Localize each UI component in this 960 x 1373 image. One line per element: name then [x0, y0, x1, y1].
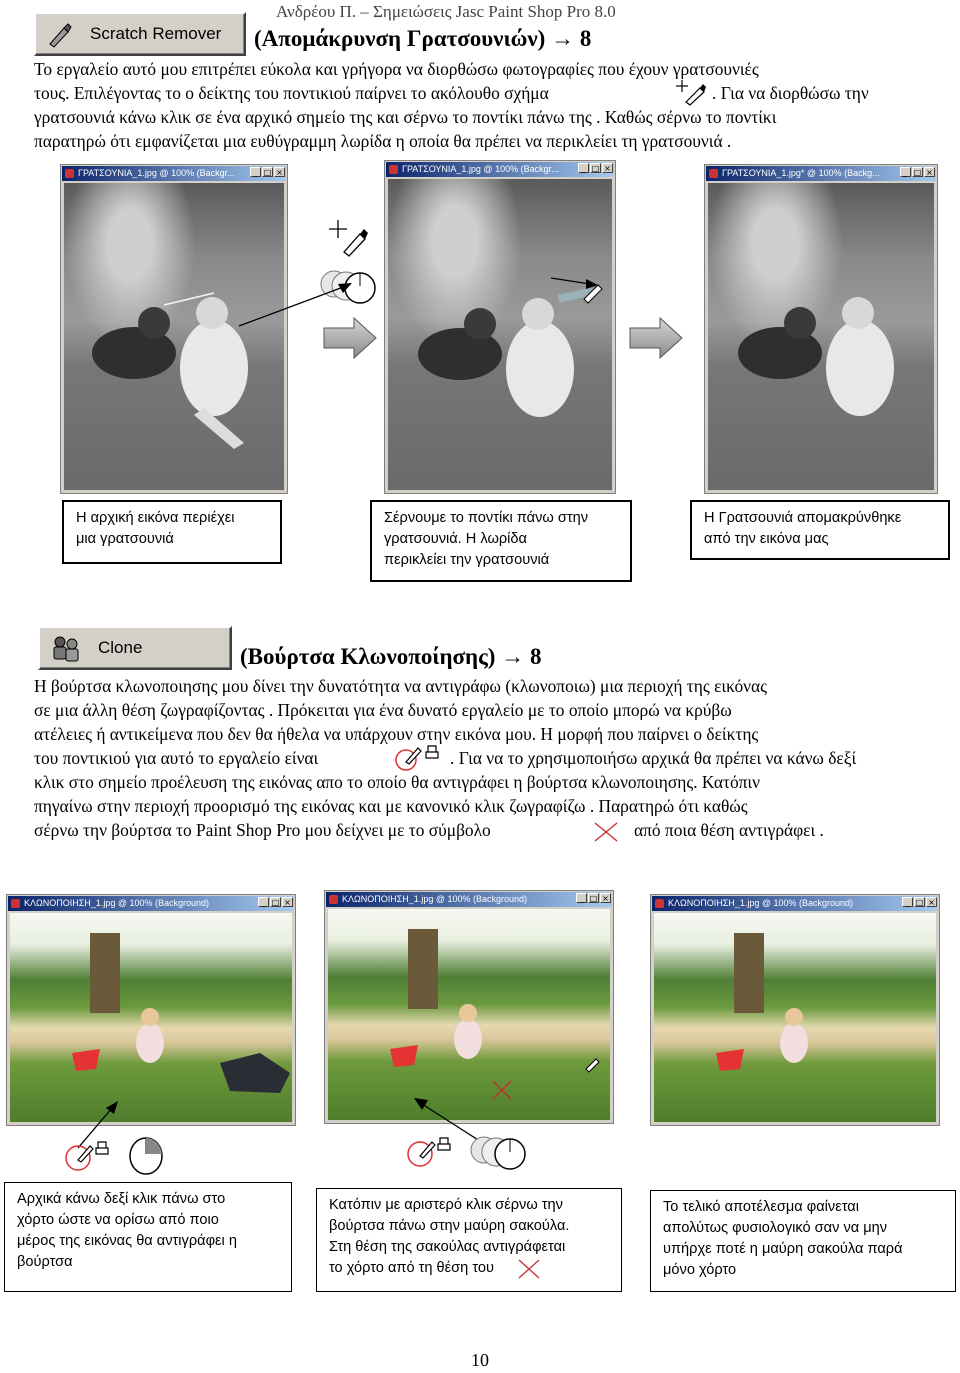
minimize-icon[interactable]: _ [576, 893, 587, 903]
app-icon [11, 899, 20, 908]
caption-line: Η Γρατσουνιά απομακρύνθηκε [704, 510, 902, 526]
caption-line: υπήρχε ποτέ η μαύρη σακούλα παρά [663, 1241, 903, 1257]
photo-girl-dog [388, 179, 612, 490]
maximize-icon[interactable]: □ [271, 898, 280, 907]
caption-line: το χόρτο από τη θέση του [329, 1260, 495, 1276]
step-arrow-icon [628, 316, 684, 360]
page-header: Ανδρέου Π. – Σημειώσεις Jasc Paint Shop Pro 8.0 [276, 2, 616, 21]
scratch-cursor-icon [672, 78, 708, 106]
caption-line: Αρχικά κάνω δεξί κλικ πάνω στο [17, 1191, 226, 1207]
caption-line: απολύτως φυσιολογικό σαν να μην [663, 1220, 888, 1236]
app-icon [65, 169, 74, 178]
paragraph-line: Το εργαλείο αυτό μου επιτρέπει εύκολα και γρήγορα να διορθώσω φωτογραφίες που έχουν γρατσουνιές [34, 59, 759, 79]
caption-box [4, 1182, 292, 1292]
pointer-arrow-icon [546, 268, 606, 298]
paragraph-line: πηγαίνω στην περιοχή προορισμό της εικόνας και με κανονικό κλικ ζωγραφίζω . Παρατηρώ ότι καθώς [34, 796, 748, 816]
photo-sandbox [328, 909, 610, 1120]
caption-line: Σέρνουμε το ποντίκι πάνω στην [384, 510, 589, 526]
app-icon [709, 169, 718, 178]
paragraph-line: σε μια άλλη θέση ζωγραφίζοντας . Πρόκειται για ένα δυνατό εργαλείο με το οποίο μπορώ να κρύβω [34, 700, 732, 720]
window-title: ΚΛΩΝΟΠΟΙΗΣΗ_1.jpg @ 100% (Background) [342, 894, 528, 904]
caption-box [370, 500, 632, 582]
caption-box [690, 500, 950, 560]
minimize-icon[interactable]: _ [578, 163, 589, 173]
close-icon[interactable]: × [600, 893, 611, 903]
screenshot-window-result [704, 164, 938, 494]
scratch-remover-tool-button[interactable] [34, 12, 246, 56]
tool-button-label: Scratch Remover [90, 24, 222, 43]
caption-line: Στη θέση της σακούλας αντιγράφεται [329, 1239, 566, 1255]
step-arrow-icon [322, 316, 378, 360]
paragraph-line: σέρνω την βούρτσα το Paint Shop Pro μου δείχνει με το σύμβολο [34, 820, 491, 840]
caption-box [316, 1188, 622, 1292]
close-icon[interactable]: × [282, 897, 293, 907]
clone-cursor-icon [404, 1130, 458, 1170]
window-title: ΓΡΑΤΣΟΥΝΙΑ_1.jpg @ 100% (Backgr... [78, 168, 235, 178]
app-icon [389, 165, 398, 174]
caption-line: βούρτσα [17, 1254, 73, 1270]
scratch-remover-icon [44, 20, 74, 50]
caption-box [650, 1190, 956, 1292]
close-icon[interactable]: × [274, 167, 285, 177]
caption-box [62, 500, 282, 564]
photo-girl-dog [64, 183, 284, 490]
caption-line: χόρτο ώστε να ορίσω από ποιο [17, 1212, 219, 1228]
caption-line: Η αρχική εικόνα περιέχει [76, 510, 235, 526]
caption-line: μόνο χόρτο [663, 1262, 737, 1278]
scratch-cursor-icon [326, 218, 370, 258]
minimize-icon[interactable]: _ [900, 167, 911, 177]
paragraph-line: γρατσουνιά κάνω κλικ σε ένα αρχικό σημείο της και σέρνω το ποντίκι πάνω της . Καθώς σέρνω το ποντίκι [34, 107, 777, 127]
photo-sandbox [654, 913, 936, 1122]
paragraph-line: . Για να διορθώσω την [712, 83, 869, 103]
caption-line: μέρος της εικόνας θα αντιγράφει η [17, 1233, 237, 1249]
app-icon [655, 899, 664, 908]
window-title: ΓΡΑΤΣΟΥΝΙΑ_1.jpg @ 100% (Backgr... [402, 164, 559, 174]
close-icon[interactable]: × [924, 167, 935, 177]
maximize-icon[interactable]: □ [915, 898, 924, 907]
window-title: ΚΛΩΝΟΠΟΙΗΣΗ_1.jpg @ 100% (Background) [24, 898, 210, 908]
window-title: ΚΛΩΝΟΠΟΙΗΣΗ_1.jpg @ 100% (Background) [668, 898, 854, 908]
paragraph-line: Η βούρτσα κλωνοποιησης μου δίνει την δυνατότητα να αντιγράφω (κλωνοποιω) μια περιοχή της εικόνας [34, 676, 768, 696]
section-title-clone: (Βούρτσα Κλωνοποίησης) → 8 [240, 644, 542, 669]
paragraph-line: ατέλειες ή αντικείμενα που δεν θα ήθελα να υπάρχουν στην εικόνα μου. Η μορφή που παίρνει ο δείκτης [34, 724, 759, 744]
paragraph-line: από ποια θέση αντιγράφει . [634, 820, 824, 840]
clone-brush-icon [50, 634, 82, 664]
caption-line: Κατόπιν με αριστερό κλικ σέρνω την [329, 1197, 563, 1213]
clone-cursor-icon [62, 1134, 116, 1174]
paragraph-line: παρατηρώ ότι εμφανίζεται μια ευθύγραμμη λωρίδα η οποία θα πρέπει να περικλείει τη γρατσουνιά . [34, 131, 732, 151]
maximize-icon[interactable]: □ [913, 168, 922, 177]
mouse-drag-icon [468, 1128, 530, 1174]
caption-line: μια γρατσουνιά [76, 531, 174, 547]
screenshot-window-dragging [384, 160, 616, 494]
maximize-icon[interactable]: □ [589, 894, 598, 903]
minimize-icon[interactable]: _ [250, 167, 261, 177]
clone-source-x-icon [592, 820, 620, 844]
clone-source-x-icon [516, 1257, 542, 1281]
tool-button-label: Clone [98, 638, 143, 657]
screenshot-window-clone-1 [6, 894, 296, 1126]
screenshot-window-clone-3 [650, 894, 940, 1126]
page-number: 10 [471, 1350, 489, 1370]
clone-cursor-icon [392, 740, 444, 772]
photo-sandbox [10, 913, 292, 1122]
close-icon[interactable]: × [602, 163, 613, 173]
paragraph-line: . Για να το χρησιμοποιήσω αρχικά θα πρέπει να κάνω δεξί [450, 748, 857, 768]
caption-line: από την εικόνα μας [704, 531, 829, 547]
caption-line: γρατσουνιά. Η λωρίδα [384, 531, 527, 547]
minimize-icon[interactable]: _ [258, 897, 269, 907]
caption-line: βούρτσα πάνω στην μαύρη σακούλα. [329, 1218, 570, 1234]
close-icon[interactable]: × [926, 897, 937, 907]
photo-girl-dog [708, 183, 934, 490]
screenshot-window-clone-2 [324, 890, 614, 1124]
maximize-icon[interactable]: □ [591, 164, 600, 173]
mouse-right-click-icon [124, 1132, 168, 1176]
app-icon [329, 895, 338, 904]
maximize-icon[interactable]: □ [263, 168, 272, 177]
caption-line: περικλείει την γρατσουνιά [384, 552, 550, 568]
window-title: ΓΡΑΤΣΟΥΝΙΑ_1.jpg* @ 100% (Backg... [722, 168, 880, 178]
minimize-icon[interactable]: _ [902, 897, 913, 907]
paragraph-line: τους. Επιλέγοντας το ο δείκτης του ποντικιού παίρνει το ακόλουθο σχήμα [34, 83, 549, 103]
caption-line: Το τελικό αποτέλεσμα φαίνεται [663, 1199, 859, 1215]
paragraph-line: κλικ στο σημείο προέλευση της εικόνας απο το οποίο θα αντιγράφει η βούρτσα κλωνοποιησης. Κατόπιν [34, 772, 760, 792]
clone-tool-button[interactable] [38, 626, 232, 670]
paragraph-line: του ποντικιού για αυτό το εργαλείο είναι [34, 748, 319, 768]
section-title-scratch: (Απομάκρυνση Γρατσουνιών) → 8 [254, 26, 592, 51]
